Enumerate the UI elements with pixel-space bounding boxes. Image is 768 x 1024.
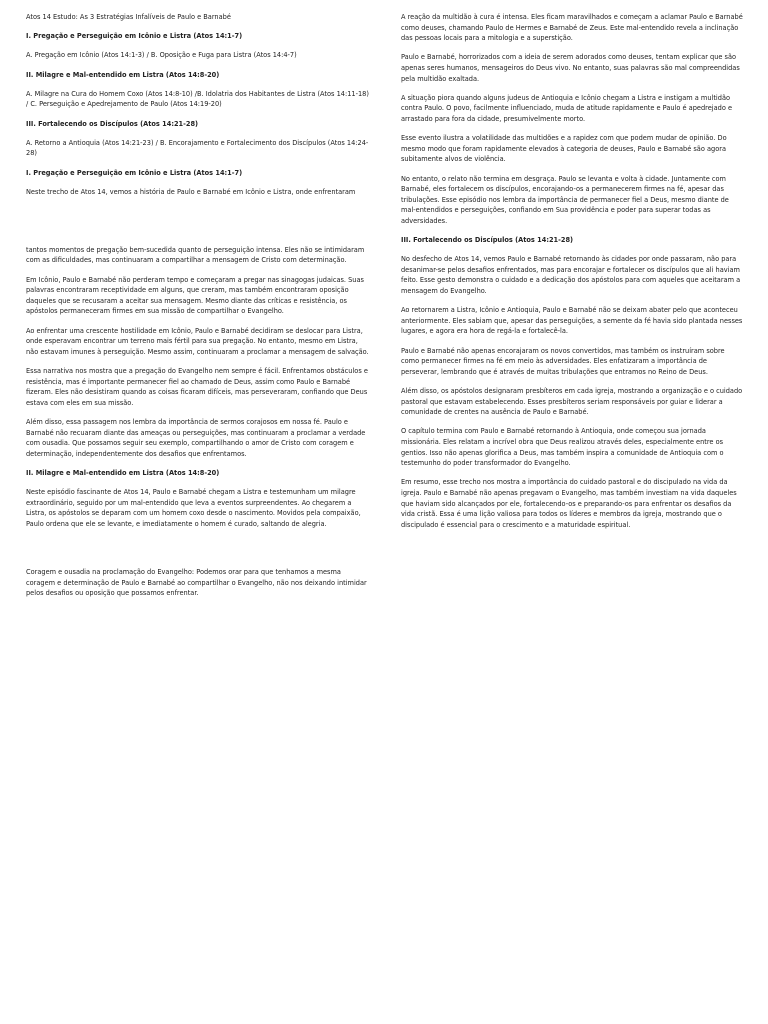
paragraph: A reação da multidão à cura é intensa. Eles ficam maravilhados e começam a aclamar Paulo e Barnabé como deuses, chamando Paulo de Hermes e Barnabé de Zeus. Este mal-entendido revela a inclinação das pessoas locais para a mitologia e a superstição.: [401, 13, 743, 43]
document-title: Atos 14 Estudo: As 3 Estratégias Infalíveis de Paulo e Barnabé: [26, 13, 231, 21]
paragraph: No entanto, o relato não termina em desgraça. Paulo se levanta e volta à cidade. Juntamente com Barnabé, eles fortalecem os discípulos, encorajando-os a permanecerem firmes na fé, apesar das tribulações. Esse episódio nos lembra da importância de permanecer fiel a Deus, mesmo diante de mal-entendidos e perseguições, confiando em Sua providência e poder para superar todas as adversidades.: [401, 174, 729, 225]
paragraph: Ao enfrentar uma crescente hostilidade em Icônio, Paulo e Barnabé decidiram se deslocar para Listra, onde esperavam encontrar um terreno mais fértil para sua pregação. No entanto, mesmo em Listra, não estavam imunes à perseguição. Mesmo assim, continuaram a proclamar a mensagem de salvação.: [26, 326, 369, 356]
paragraph: Além disso, essa passagem nos lembra da importância de sermos corajosos em nossa fé. Paulo e Barnabé não recuaram diante das ameaças ou perseguições, mas continuaram a proclamar a verdade com ousadia. Que possamos seguir seu exemplo, compartilhando o amor de Cristo com coragem e determinação, independentemente dos desafios que enfrentamos.: [26, 417, 366, 458]
section-heading-3: III. Fortalecendo os Discípulos (Atos 14:21-28): [401, 236, 574, 245]
paragraph: No desfecho de Atos 14, vemos Paulo e Barnabé retornando às cidades por onde passaram, não para desanimar-se pelos desafios enfrentados, mas para encorajar e fortalecer os discípulos que ali haviam feito. Esse gesto demonstra o cuidado e a dedicação dos apóstolos para com aqueles que aceitaram a mensagem do Evangelho.: [401, 255, 741, 296]
right-column: [401, 12, 743, 539]
paragraph: A situação piora quando alguns judeus de Antioquia e Icônio chegam a Listra e instigam a multidão contra Paulo. O povo, facilmente influenciado, muda de atitude rapidamente e Paulo é apedrejado e arrastado para fora da cidade, presumivelmente morto.: [401, 93, 733, 123]
paragraph: Essa narrativa nos mostra que a pregação do Evangelho nem sempre é fácil. Enfrentamos obstáculos e resistência, mas é importante permanecer fiel ao chamado de Deus, assim como Paulo e Barnabé fizeram. Eles não desistiram quando as coisas ficaram difíceis, mas perseveraram, confiando que Deus estava com eles em sua missão.: [26, 367, 368, 407]
paragraph: Paulo e Barnabé, horrorizados com a ideia de serem adorados como deuses, tentam explicar que são apenas seres humanos, mensageiros do Deus vivo. No entanto, suas palavras são mal compreendidas pela multidão exaltada.: [401, 53, 740, 83]
paragraph: Ao retornarem a Listra, Icônio e Antioquia, Paulo e Barnabé não se deixam abater pelo que aconteceu anteriormente. Eles sabiam que, apesar das perseguições, a semente da fé havia sido plantada nesses lugares, e agora era hora de regá-la e fortalecê-la.: [401, 306, 743, 336]
paragraph: Em Icônio, Paulo e Barnabé não perderam tempo e começaram a pregar nas sinagogas judaicas. Suas palavras encontraram receptividade em alguns, que creram, mas também encontraram oposição daqueles que se recusaram a aceitar sua mensagem. Mesmo diante das críticas e resistência, os apóstolos permaneceram firmes em sua missão de compartilhar o Evangelho.: [26, 275, 364, 316]
outline-item-2: A. Milagre na Cura do Homem Coxo (Atos 14:8-10) /B. Idolatria dos Habitantes de Listra (Atos 14:11-18) / C. Perseguição e Apedrejamento de Paulo (Atos 14:19-20): [26, 89, 369, 109]
paragraph: O capítulo termina com Paulo e Barnabé retornando à Antioquia, onde começou sua jornada missionária. Eles relatam a incrível obra que Deus realizou através deles, especialmente entre os gentios. Isso não apenas glorifica a Deus, mas também inspira a comunidade de Antioquia com o testemunho do poder transformador do Evangelho.: [401, 427, 724, 468]
paragraph: Coragem e ousadia na proclamação do Evangelho: Podemos orar para que tenhamos a mesma coragem e determinação de Paulo e Barnabé ao compartilhar o Evangelho, não nos deixando intimidar pelos desafios ou oposição que possamos enfrentar.: [26, 568, 367, 598]
outline-item-1: A. Pregação em Icônio (Atos 14:1-3) / B. Oposição e Fuga para Listra (Atos 14:4-7): [26, 51, 297, 60]
paragraph: tantos momentos de pregação bem-sucedida quanto de perseguição intensa. Eles não se intimidaram com as dificuldades, mas continuaram a compartilhar a mensagem de Cristo com determinação.: [26, 245, 365, 265]
outline-heading-1: I. Pregação e Perseguição em Icônio e Listra (Atos 14:1-7): [26, 32, 243, 41]
outline-heading-3: III. Fortalecendo os Discípulos (Atos 14:21-28): [26, 119, 199, 128]
paragraph: Neste trecho de Atos 14, vemos a história de Paulo e Barnabé em Icônio e Listra, onde enfrentaram: [26, 187, 356, 196]
paragraph: Esse evento ilustra a volatilidade das multidões e a rapidez com que podem mudar de opinião. Do mesmo modo que foram rapidamente elevados à categoria de deuses, Paulo e Barnabé são agora subitamente alvos de violência.: [401, 134, 727, 164]
paragraph: Neste episódio fascinante de Atos 14, Paulo e Barnabé chegam a Listra e testemunham um milagre extraordinário, seguido por um mal-entendido que leva a eventos surpreendentes. Ao chegarem a Listra, os apóstolos se deparam com um homem coxo desde o nascimento. Movidos pela compaixão, Paulo ordena que ele se levante, e imediatamente o homem é curado, saltando de alegria.: [26, 488, 361, 528]
section-heading-2: II. Milagre e Mal-entendido em Listra (Atos 14:8-20): [26, 468, 220, 477]
section-heading-1: I. Pregação e Perseguição em Icônio e Listra (Atos 14:1-7): [26, 168, 243, 177]
page-gap: [26, 206, 372, 245]
left-column: [26, 12, 372, 607]
outline-heading-2: II. Milagre e Mal-entendido em Listra (Atos 14:8-20): [26, 70, 220, 79]
paragraph: Paulo e Barnabé não apenas encorajaram os novos convertidos, mas também os instruíram sobre como permanecer firmes na fé em meio às adversidades. Eles enfatizaram a importância de perseverar, lembrando que é através de muitas tribulações que entramos no Reino de Deus.: [401, 346, 725, 376]
paragraph: Em resumo, esse trecho nos mostra a importância do cuidado pastoral e do discipulado na vida da igreja. Paulo e Barnabé não apenas pregavam o Evangelho, mas também investiam na vida daqueles que haviam sido alcançados por ele, fortalecendo-os e preparando-os para enfrentar os desafios da vida cristã. Essa é uma lição valiosa para todos os líderes e membros da igreja, mostrando que o discipulado é essencial para o crescimento e a maturidade espiritual.: [401, 478, 737, 529]
outline-item-3: A. Retorno a Antioquia (Atos 14:21-23) / B. Encorajamento e Fortalecimento dos Discípulos (Atos 14:24-28): [26, 138, 369, 158]
paragraph: Além disso, os apóstolos designaram presbíteros em cada igreja, mostrando a organização e o cuidado pastoral que estavam estabelecendo. Esses presbíteros seriam responsáveis por guiar e liderar a comunidade de crentes na ausência de Paulo e Barnabé.: [401, 386, 743, 417]
page-gap: [26, 538, 372, 567]
